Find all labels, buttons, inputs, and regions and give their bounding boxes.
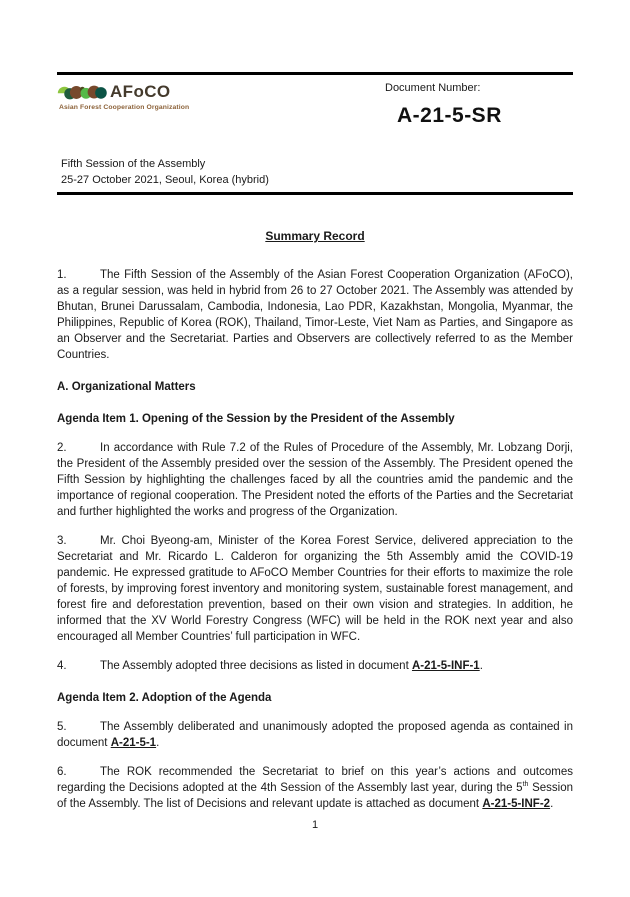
- paragraph-3-number: 3.: [57, 535, 67, 547]
- document-title: Summary Record: [265, 229, 365, 243]
- agenda-item-2-heading: Agenda Item 2. Adoption of the Agenda: [57, 692, 272, 704]
- session-date-location: 25-27 October 2021, Seoul, Korea (hybrid): [61, 174, 269, 186]
- session-title: Fifth Session of the Assembly: [61, 158, 206, 170]
- page-number: 1: [311, 819, 319, 831]
- agenda-item-1-heading: Agenda Item 1. Opening of the Session by the President of the Assembly: [57, 413, 455, 425]
- document-number-value: A-21-5-SR: [397, 104, 502, 127]
- afoco-logo-mark-icon: [57, 84, 107, 101]
- paragraph-4: [57, 658, 573, 674]
- paragraph-5: [57, 719, 573, 751]
- paragraph-6-number: 6.: [57, 766, 67, 778]
- paragraph-1-number: 1.: [57, 269, 67, 281]
- paragraph-3-text: Mr. Choi Byeong-am, Minister of the Korea Forest Service, delivered appreciation to the Secretariat and Mr. Ricardo L. Calderon for organizing the 5th Assembly amid the COVID-19 pandemic. He expressed gratitude to AFoCO Member Countries for their efforts to maximize the role of forests, by improving forest inventory and monitoring system, sustainable forest management, and forest fire and deforestation prevention, based on their own vision and strategies. In addition, he informed that the XV World Forestry Congress (WFC) will be held in the ROK next year and also encouraged all Member Countries’ full participation in WFC.: [57, 535, 573, 643]
- paragraph-2: [57, 440, 573, 520]
- paragraph-4-text: The Assembly adopted three decisions as listed in document: [100, 660, 412, 672]
- afoco-logo: [57, 82, 189, 111]
- logo-row: [57, 82, 189, 102]
- paragraph-1: [57, 267, 573, 363]
- ordinal-superscript: th: [522, 781, 529, 789]
- paragraph-6: [57, 764, 573, 812]
- paragraph-6-suffix: .: [550, 798, 554, 810]
- document-number-block: [385, 82, 573, 128]
- logo-tagline: Asian Forest Cooperation Organization: [59, 104, 190, 111]
- header-rule-bottom: [57, 192, 573, 195]
- paragraph-4-number: 4.: [57, 660, 67, 672]
- session-info: [57, 156, 573, 188]
- paragraph-4-suffix: .: [479, 660, 483, 672]
- doc-ref-a-21-5-1: A-21-5-1: [110, 737, 157, 749]
- paragraph-5-suffix: .: [156, 737, 160, 749]
- paragraph-3: [57, 533, 573, 645]
- paragraph-2-text: In accordance with Rule 7.2 of the Rules of Procedure of the Assembly, Mr. Lobzang Dorji, the President of the Assembly presided over the session of the Assembly. The President opened the Fifth Session by highlighting the challenges faced by all the countries amid the pandemic and the importance of regional cooperation. The President noted the efforts of the Parties and the Secretariat and further highlighted the works and progress of the Organization.: [57, 442, 573, 518]
- logo-wordmark: AFoCO: [110, 82, 171, 101]
- doc-ref-a-21-5-inf-2: A-21-5-INF-2: [482, 798, 551, 810]
- doc-ref-a-21-5-inf-1: A-21-5-INF-1: [411, 660, 480, 672]
- section-heading-a: A. Organizational Matters: [57, 381, 196, 393]
- paragraph-2-number: 2.: [57, 442, 67, 454]
- paragraph-6-text-2: Session of the Assembly. The list of Decisions and relevant update is attached as document: [57, 782, 573, 810]
- document-header: [57, 75, 573, 128]
- paragraph-6-text-1: The ROK recommended the Secretariat to brief on this year’s actions and outcomes regarding the Decisions adopted at the 4th Session of the Assembly last year, during the 5: [57, 766, 573, 794]
- paragraph-5-number: 5.: [57, 721, 67, 733]
- document-number-label: Document Number:: [385, 82, 481, 94]
- paragraph-1-text: The Fifth Session of the Assembly of the Asian Forest Cooperation Organization (AFoCO), as a regular session, was held in hybrid from 26 to 27 October 2021. The Assembly was attended by Bhutan, Brunei Darussalam, Cambodia, Indonesia, Lao PDR, Kazakhstan, Mongolia, Myanmar, the Philippines, Republic of Korea (ROK), Thailand, Timor-Leste, Viet Nam as Parties, and Singapore as an Observer and the Secretariat. Parties and Observers are collectively referred to as the Member Countries.: [57, 269, 573, 361]
- paragraph-5-text: The Assembly deliberated and unanimously adopted the proposed agenda as contained in document: [57, 721, 573, 749]
